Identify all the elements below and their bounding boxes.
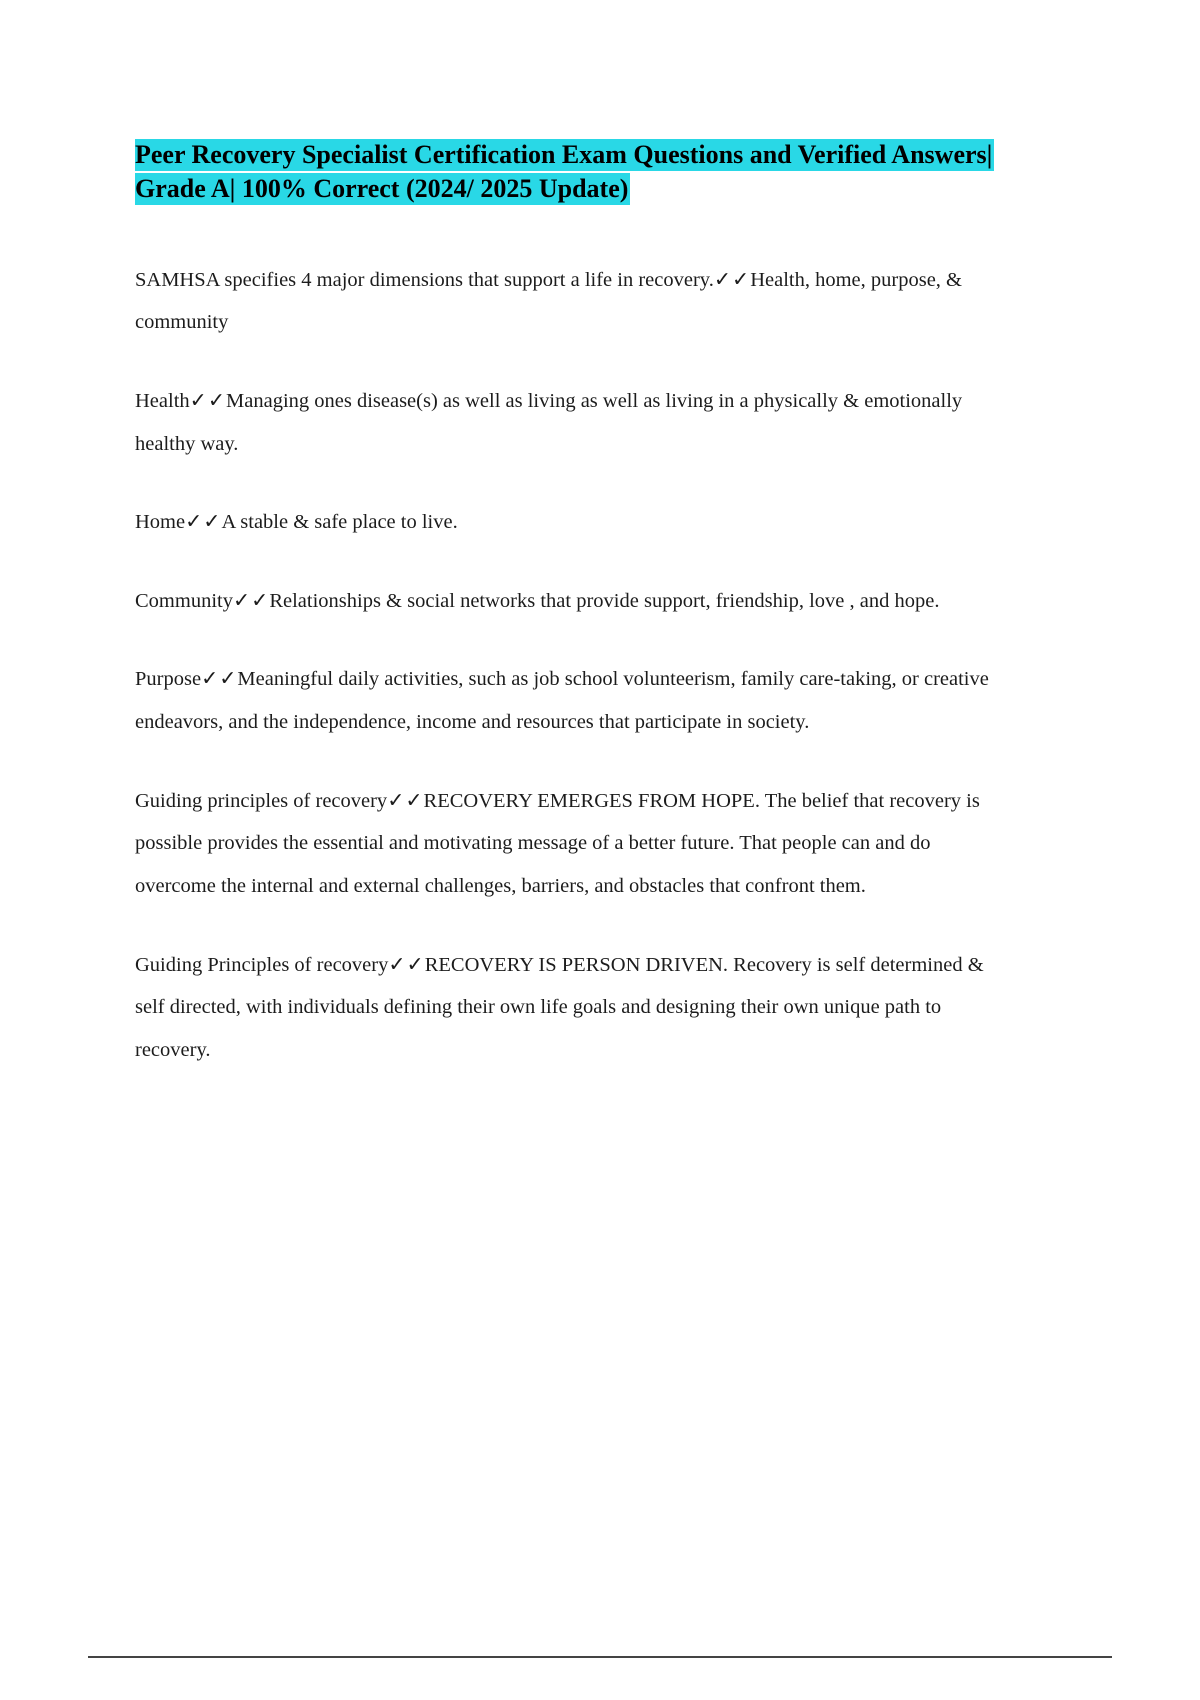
qa-item xyxy=(135,259,1007,344)
checkmarks-icon: ✓✓ xyxy=(713,268,751,291)
answer-text: Health, home, purpose, & community xyxy=(135,268,962,334)
answer-text: RECOVERY IS PERSON DRIVEN. Recovery is self determined & self directed, with individuals defining their own life goals and designing their own unique path to recovery. xyxy=(135,953,984,1061)
qa-item xyxy=(135,580,1007,623)
question-text: Health xyxy=(135,389,190,412)
question-text: Community xyxy=(135,589,233,612)
question-text: Purpose xyxy=(135,668,202,691)
answer-text: Managing ones disease(s) as well as living as well as living in a physically & emotionally healthy way. xyxy=(135,389,963,455)
checkmarks-icon: ✓✓ xyxy=(387,789,424,812)
checkmarks-icon: ✓✓ xyxy=(201,668,238,691)
qa-list xyxy=(135,259,1007,1072)
answer-text: A stable & safe place to live. xyxy=(221,511,458,534)
qa-item xyxy=(135,501,1007,544)
answer-text: Relationships & social networks that provide support, friendship, love , and hope. xyxy=(269,589,940,612)
qa-item xyxy=(135,380,1007,465)
answer-text: RECOVERY EMERGES FROM HOPE. The belief that recovery is possible provides the essential and motivating message of a better future. That people can and do overcome the internal and external challenges, barriers, and obstacles that confront them. xyxy=(135,789,980,897)
highlighted-title-text: Peer Recovery Specialist Certification Exam Questions and Verified Answers| Grade A| 100% Correct (2024/ 2025 Update) xyxy=(135,140,993,204)
qa-item xyxy=(135,944,1007,1072)
question-text: Guiding principles of recovery xyxy=(135,789,388,812)
page-title xyxy=(135,138,1007,207)
footer-divider xyxy=(88,1656,1112,1658)
checkmarks-icon: ✓✓ xyxy=(388,953,425,976)
qa-item xyxy=(135,658,1007,743)
checkmarks-icon: ✓✓ xyxy=(232,589,270,612)
question-text: Guiding Principles of recovery xyxy=(135,953,389,976)
checkmarks-icon: ✓✓ xyxy=(185,511,222,534)
question-text: Home xyxy=(135,511,186,534)
document-content xyxy=(135,138,1007,1107)
answer-text: Meaningful daily activities, such as job school volunteerism, family care-taking, or creative endeavors, and the independence, income and resources that participate in society. xyxy=(135,668,989,733)
qa-item xyxy=(135,780,1007,908)
checkmarks-icon: ✓✓ xyxy=(189,389,227,412)
question-text: SAMHSA specifies 4 major dimensions that support a life in recovery. xyxy=(135,268,714,291)
